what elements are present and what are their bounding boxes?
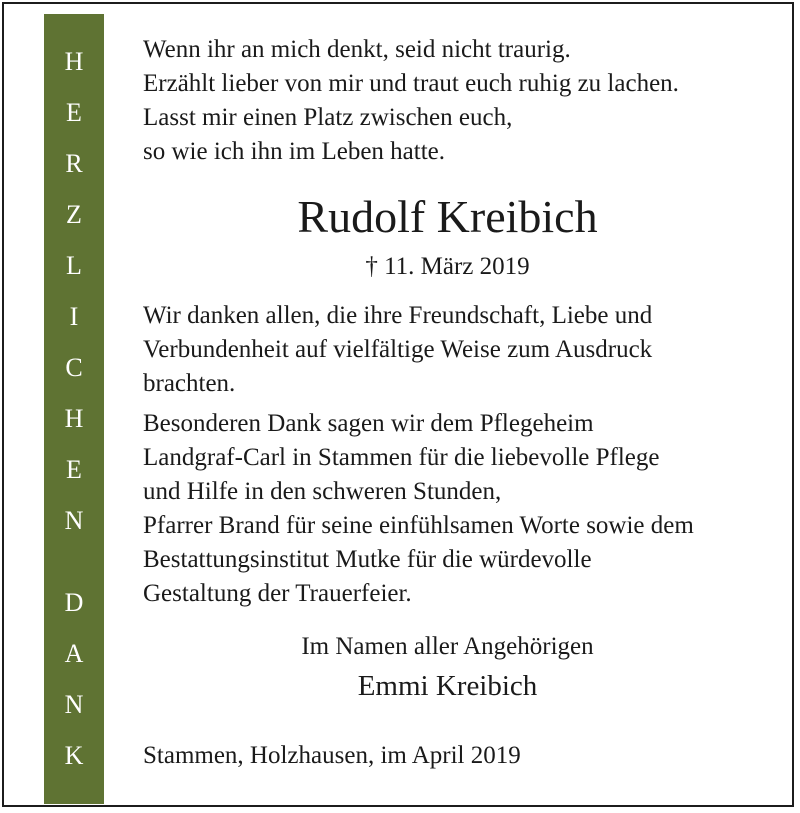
- verse-line: Wenn ihr an mich denkt, seid nicht traurig.: [143, 36, 571, 63]
- place-date: Stammen, Holzhausen, im April 2019: [143, 742, 521, 769]
- signature-intro: Im Namen aller Angehörigen: [301, 633, 594, 660]
- verse-line: so wie ich ihn im Leben hatte.: [143, 138, 446, 165]
- banner-letter: I: [69, 302, 79, 331]
- banner-letter: A: [64, 639, 84, 668]
- paragraph-line: Verbundenheit auf vielfältige Weise zum Ausdruck: [143, 336, 653, 363]
- paragraph-line: Pfarrer Brand für seine einfühlsamen Worte sowie dem: [143, 512, 694, 539]
- banner-letter: H: [64, 47, 84, 76]
- banner-letter: E: [66, 98, 82, 127]
- banner-letter: K: [64, 741, 84, 770]
- banner-letter: D: [64, 588, 84, 617]
- paragraph-line: Landgraf-Carl in Stammen für die liebevolle Pflege: [143, 444, 660, 471]
- paragraph-line: und Hilfe in den schweren Stunden,: [143, 478, 502, 505]
- banner-letter: N: [64, 506, 84, 535]
- deceased-name: Rudolf Kreibich: [297, 191, 598, 242]
- banner-letter: E: [66, 455, 82, 484]
- paragraph-line: Gestaltung der Trauerfeier.: [143, 580, 412, 607]
- paragraph-line: Besonderen Dank sagen wir dem Pflegeheim: [143, 410, 594, 437]
- verse-line: Lasst mir einen Platz zwischen euch,: [143, 104, 513, 131]
- paragraph-line: brachten.: [143, 370, 236, 397]
- paragraph-line: Bestattungsinstitut Mutke für die würdevolle: [143, 546, 592, 573]
- side-banner: [44, 14, 104, 804]
- banner-letter: Z: [66, 200, 82, 229]
- banner-letter: L: [66, 251, 82, 280]
- banner-text: [44, 36, 104, 781]
- death-date: † 11. März 2019: [365, 253, 530, 280]
- banner-letter: N: [64, 690, 84, 719]
- banner-letter: R: [65, 149, 83, 178]
- signature-name: Emmi Kreibich: [357, 670, 538, 702]
- banner-letter: C: [65, 353, 83, 382]
- paragraph-line: Wir danken allen, die ihre Freundschaft, Liebe und: [143, 302, 653, 329]
- banner-letter: H: [64, 404, 84, 433]
- verse-line: Erzählt lieber von mir und traut euch ruhig zu lachen.: [143, 70, 679, 97]
